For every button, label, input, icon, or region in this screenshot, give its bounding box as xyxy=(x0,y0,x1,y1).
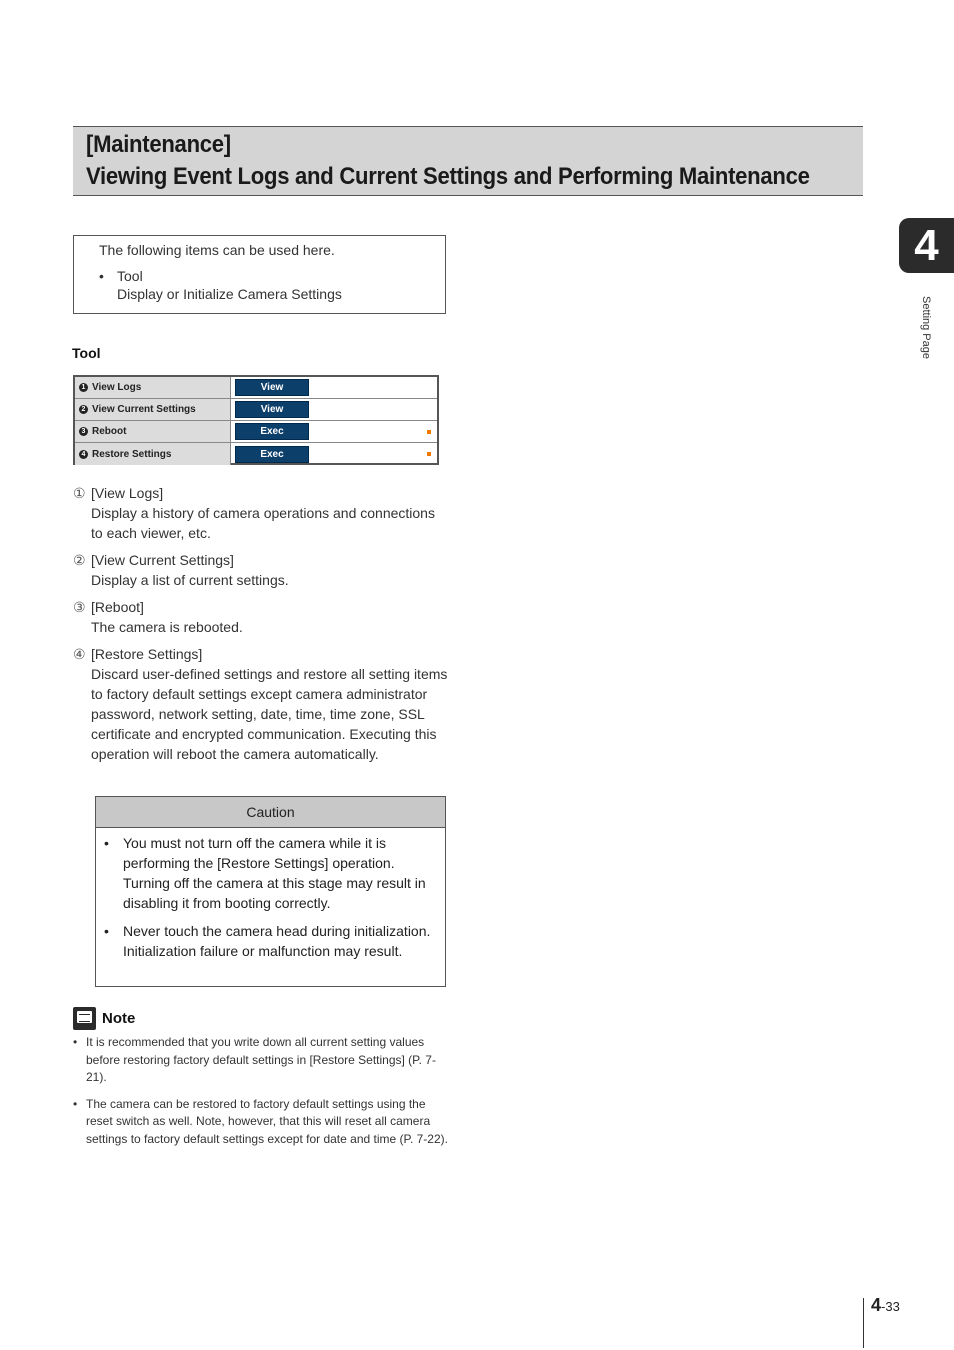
note-icon xyxy=(73,1007,96,1030)
tool-cell xyxy=(231,443,437,465)
number-icon: 2 xyxy=(79,405,88,414)
note-text: It is recommended that you write down all current setting values before restoring factory default settings in [Restore Settings] (P. 7-21). xyxy=(86,1035,436,1084)
tool-label-text: View Current Settings xyxy=(92,404,196,415)
intro-text: The following items can be used here. xyxy=(99,242,335,258)
warning-marker-icon xyxy=(427,430,431,434)
page-number xyxy=(871,1295,900,1316)
tool-row xyxy=(75,399,437,421)
list-item xyxy=(73,644,448,764)
intro-item-desc: Display or Initialize Camera Settings xyxy=(117,286,342,302)
number-icon: 4 xyxy=(79,450,88,459)
item-title: [View Logs] xyxy=(91,485,164,501)
page-header xyxy=(73,126,863,196)
tool-cell xyxy=(231,421,437,442)
tool-row xyxy=(75,377,437,399)
list-item xyxy=(73,483,448,543)
note-item xyxy=(73,1034,448,1087)
chapter-tab: 4 xyxy=(899,218,954,273)
tool-label xyxy=(75,399,231,420)
header-title-line2: Viewing Event Logs and Current Settings and Performing Maintenance xyxy=(86,163,810,190)
tool-label xyxy=(75,377,231,398)
item-desc: Display a history of camera operations and connections to each viewer, etc. xyxy=(91,505,435,541)
tool-label xyxy=(75,443,231,465)
caution-box xyxy=(95,796,446,987)
item-number: ② xyxy=(73,552,86,568)
item-number: ③ xyxy=(73,599,86,615)
list-item xyxy=(73,597,448,637)
note-item xyxy=(73,1096,448,1149)
page-suffix: -33 xyxy=(881,1299,900,1314)
reboot-exec-button[interactable]: Exec xyxy=(235,423,309,440)
tool-row xyxy=(75,421,437,443)
number-icon: 1 xyxy=(79,383,88,392)
section-title: Tool xyxy=(72,345,101,361)
item-list xyxy=(73,483,448,771)
intro-box xyxy=(73,235,446,314)
side-label: Setting Page xyxy=(920,296,932,359)
view-logs-button[interactable]: View xyxy=(235,379,309,396)
tool-label xyxy=(75,421,231,442)
item-number: ④ xyxy=(73,646,86,662)
intro-item-title: Tool xyxy=(117,268,143,284)
note-bullet: • xyxy=(73,1096,78,1111)
restore-settings-exec-button[interactable]: Exec xyxy=(235,446,309,463)
tool-row xyxy=(75,443,437,465)
number-icon: 3 xyxy=(79,427,88,436)
tool-cell xyxy=(231,399,437,420)
note-bullet: • xyxy=(73,1035,78,1049)
note-title: Note xyxy=(102,1010,136,1027)
note-list xyxy=(73,1034,448,1157)
caution-bullet: • xyxy=(104,835,109,851)
caution-bullet: • xyxy=(104,923,109,939)
item-desc: Display a list of current settings. xyxy=(91,572,289,588)
item-title: [View Current Settings] xyxy=(91,552,234,568)
note-text: The camera can be restored to factory default settings using the reset switch as well. Note, however, that this will reset all camera settings to factory default settings except for date and time (P. 7-22). xyxy=(86,1096,448,1146)
list-item xyxy=(73,550,448,590)
note-header xyxy=(73,1007,135,1030)
tool-label-text: Restore Settings xyxy=(92,448,172,460)
tool-panel xyxy=(73,375,439,465)
caution-item xyxy=(104,833,437,913)
tool-cell xyxy=(231,377,437,398)
tool-label-text: Reboot xyxy=(92,426,127,437)
item-title: [Restore Settings] xyxy=(91,646,203,662)
caution-text: You must not turn off the camera while it is performing the [Restore Settings] operation. Turning off the camera at this stage may result in disabling it from booting correctly. xyxy=(123,835,426,911)
tool-label-text: View Logs xyxy=(92,382,142,393)
item-desc: The camera is rebooted. xyxy=(91,619,243,635)
caution-item xyxy=(104,921,437,961)
item-desc: Discard user-defined settings and restore all setting items to factory default settings except camera administrator password, network setting, date, time, time zone, SSL certificate and encrypted communication. Executing this operation will reboot the camera automatically. xyxy=(91,666,448,762)
item-title: [Reboot] xyxy=(91,599,144,615)
caution-text: Never touch the camera head during initialization. Initialization failure or malfunction may result. xyxy=(123,923,431,959)
page-chapter: 4 xyxy=(871,1295,882,1315)
intro-bullet: • xyxy=(99,268,104,284)
intro-bullet-row xyxy=(99,268,445,284)
item-number: ① xyxy=(73,485,86,501)
caution-title: Caution xyxy=(96,797,445,828)
footer-rule xyxy=(863,1298,864,1348)
view-current-settings-button[interactable]: View xyxy=(235,401,309,418)
warning-marker-icon xyxy=(427,452,431,456)
header-title-line1: [Maintenance] xyxy=(86,131,231,158)
